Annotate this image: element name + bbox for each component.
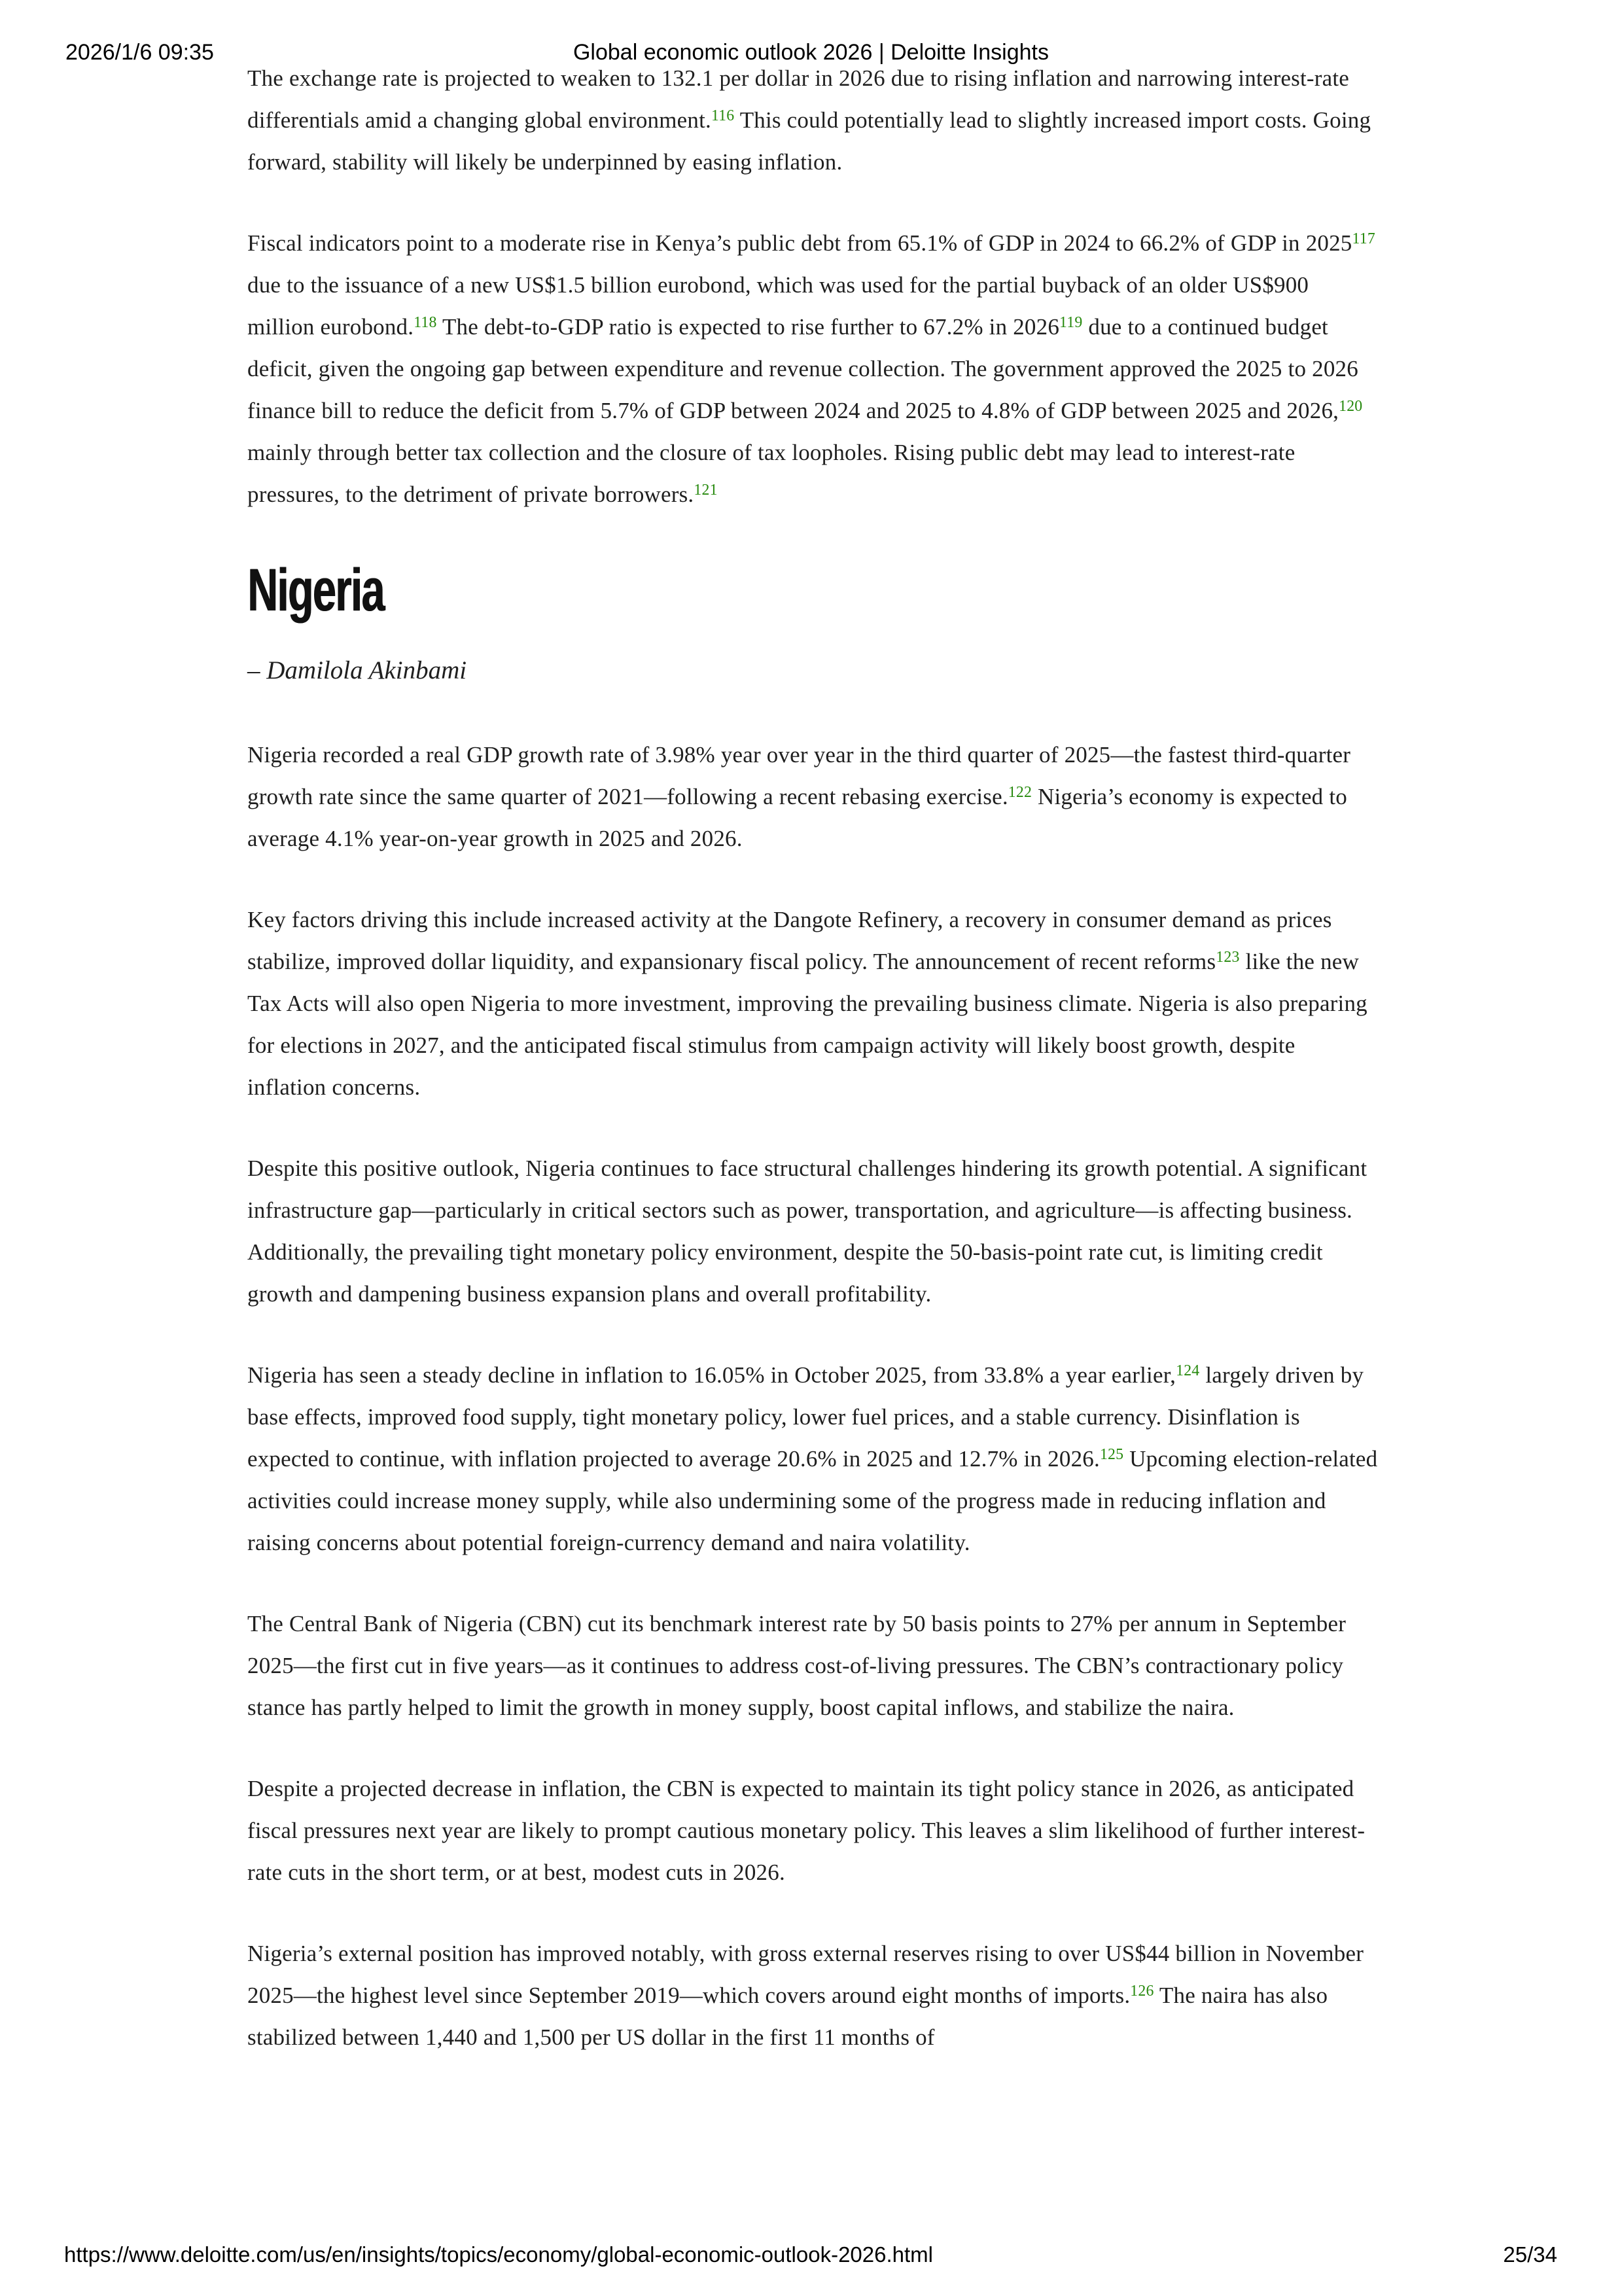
section-heading-nigeria: Nigeria bbox=[247, 557, 384, 624]
print-timestamp: 2026/1/6 09:35 bbox=[65, 40, 214, 65]
paragraph-nigeria-gdp-growth: Nigeria recorded a real GDP growth rate of 3.98% year over year in the third quarter of 2025—the fastest third-quarter growth rate since the same quarter of 2021—following a recent rebasing exercise.$^{122}$ Nigeria’s economy is expected to average 4.1% year-on-year growth in 2025 and 2026. bbox=[247, 742, 1351, 851]
paragraph-kenya-fiscal: Fiscal indicators point to a moderate rise in Kenya’s public debt from 65.1% of GDP in 2024 to 66.2% of GDP in 2025$^{117}$ due to the issuance of a new US$1.5 billion eurobond, which was used for the partial buyback of an older US$900 million eurobond.$^{118}$ The debt-to-GDP ratio is expected to rise further to 67.2% in 2026$^{119}$ due to a continued budget deficit, given the ongoing gap between expenditure and revenue collection. The government approved the 2025 to 2026 finance bill to reduce the deficit from 5.7% of GDP between 2024 and 2025 to 4.8% of GDP between 2025 and 2026,$^{120}$ mainly through better tax collection and the closure of tax loopholes. Rising public debt may lead to interest-rate pressures, to the detriment of private borrowers.$^{121}$ bbox=[247, 230, 1375, 507]
paragraph-kenya-exchange-rate: The exchange rate is projected to weaken to 132.1 per dollar in 2026 due to rising inflation and narrowing interest-rate differentials amid a changing global environment.$^{116}$ This could potentially lead to slightly increased import costs. Going forward, stability will likely be underpinned by easing inflation. bbox=[247, 65, 1371, 175]
author-byline: – Damilola Akinbami bbox=[247, 656, 467, 684]
paragraph-nigeria-structural-challenges: Despite this positive outlook, Nigeria continues to face structural challenges hindering its growth potential. A significant infrastructure gap—particularly in critical sectors such as power, transportation, and agriculture—is affecting business. Additionally, the prevailing tight monetary policy environment, despite the 50-basis-point rate cut, is limiting credit growth and dampening business expansion plans and overall profitability. bbox=[247, 1156, 1367, 1307]
paragraph-nigeria-external-position: Nigeria’s external position has improved notably, with gross external reserves rising to over US$44 billion in November 2025—the highest level since September 2019—which covers around eight months of imports.$^{126}$ The naira has also stabilized between 1,440 and 1,500 per US dollar in the first 11 months of bbox=[247, 1941, 1364, 2050]
article-content bbox=[247, 58, 1378, 2098]
source-url: https://www.deloitte.com/us/en/insights/topics/economy/global-economic-outlook-2026.html bbox=[64, 2242, 933, 2267]
paragraph-cbn-rate-cut: The Central Bank of Nigeria (CBN) cut its benchmark interest rate by 50 basis points to 27% per annum in September 2025—the first cut in five years—as it continues to address cost-of-living pressures. The CBN’s contractionary policy stance has partly helped to limit the growth in money supply, boost capital inflows, and stabilize the naira. bbox=[247, 1611, 1347, 1720]
footnote-ref-123[interactable]: 123 bbox=[1216, 949, 1240, 966]
footnote-ref-117[interactable]: 117 bbox=[1352, 230, 1375, 248]
footnote-ref-116[interactable]: 116 bbox=[711, 107, 735, 125]
footnote-ref-124[interactable]: 124 bbox=[1176, 1362, 1200, 1380]
footnote-ref-118[interactable]: 118 bbox=[414, 314, 437, 332]
footnote-ref-120[interactable]: 120 bbox=[1339, 398, 1363, 415]
footnote-ref-125[interactable]: 125 bbox=[1099, 1446, 1124, 1464]
paragraph-nigeria-key-factors: Key factors driving this include increased activity at the Dangote Refinery, a recovery in consumer demand as prices stabilize, improved dollar liquidity, and expansionary fiscal policy. The announcement of recent reforms$^{123}$ like the new Tax Acts will also open Nigeria to more investment, improving the prevailing business climate. Nigeria is also preparing for elections in 2027, and the anticipated fiscal stimulus from campaign activity will likely boost growth, despite inflation concerns. bbox=[247, 907, 1367, 1100]
footnote-ref-122[interactable]: 122 bbox=[1008, 784, 1032, 802]
paragraph-nigeria-inflation: Nigeria has seen a steady decline in inflation to 16.05% in October 2025, from 33.8% a year earlier,$^{124}$ largely driven by base effects, improved food supply, tight monetary policy, lower fuel prices, and a stable currency. Disinflation is expected to continue, with inflation projected to average 20.6% in 2025 and 12.7% in 2026.$^{125}$ Upcoming election-related activities could increase money supply, while also undermining some of the progress made in reducing inflation and raising concerns about potential foreign-currency demand and naira volatility. bbox=[247, 1362, 1378, 1555]
footnote-ref-121[interactable]: 121 bbox=[694, 482, 718, 499]
print-page-title: Global economic outlook 2026 | Deloitte Insights bbox=[573, 40, 1049, 65]
print-footer bbox=[0, 2241, 1622, 2269]
footnote-ref-119[interactable]: 119 bbox=[1059, 314, 1083, 332]
footnote-ref-126[interactable]: 126 bbox=[1130, 1983, 1154, 2000]
paragraph-cbn-policy-stance: Despite a projected decrease in inflation, the CBN is expected to maintain its tight policy stance in 2026, as anticipated fiscal pressures next year are likely to prompt cautious monetary policy. This leaves a slim likelihood of further interest-rate cuts in the short term, or at best, modest cuts in 2026. bbox=[247, 1776, 1366, 1885]
page-number-indicator: 25/34 bbox=[1503, 2242, 1557, 2267]
